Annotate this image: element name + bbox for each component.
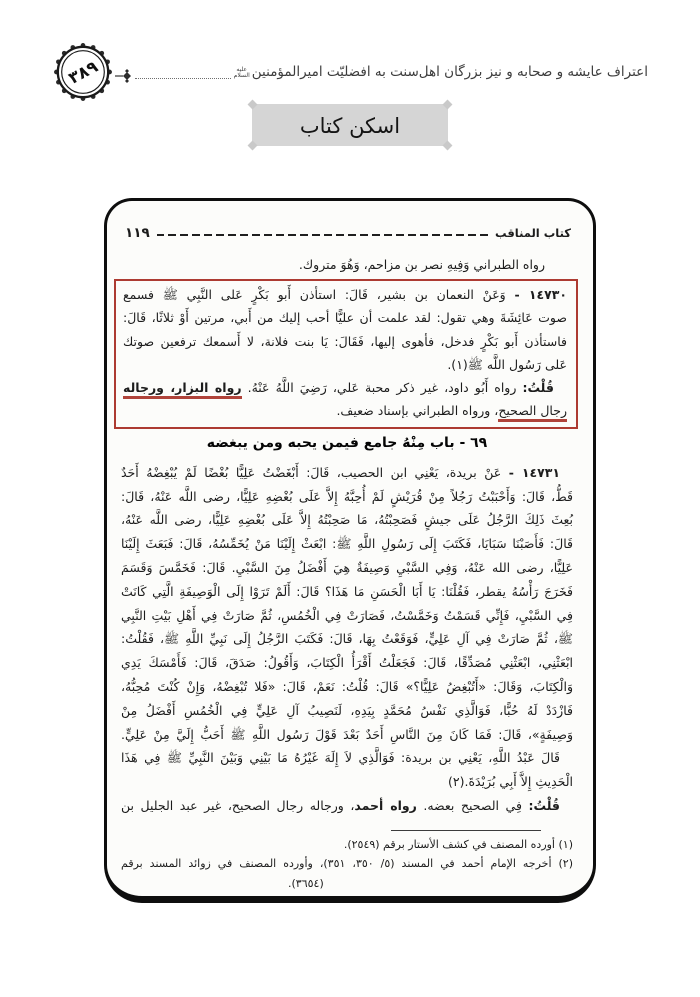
bold-source-text: رواه أحمد — [354, 797, 417, 813]
scan-text-line: فَخَرَجَ رَأْسُهُ يقطر، فَقُلْنَا: يَا أَبَا الْحَسَنِ مَا هَذَا؟ قَالَ: أَلَمْ تَرَوْا إِلَى الْوَصِيفَةِ الَّتِي كَانَتْ — [121, 583, 573, 599]
book-title: كتاب المناقب — [495, 226, 571, 240]
page-title-text: اعتراف عايشه و صحابه و نيز بزرگان اهل‌سنت به افضليّت اميرالمؤمنين — [251, 64, 648, 80]
scan-text-line: قَالَ: فَأَصَبْنَا سَبَايَا، فَكَتَبَ إِلَى رَسُولِ اللَّهِ ﷺ: ابْعَثْ إِلَيْنَا مَنْ يُخَمِّسُهُ، قَالَ: فَبَعَثَ إِلَيْنَا — [121, 536, 573, 552]
scan-text-line: قَالَ عَبْدُ اللَّهِ، يَعْنِي بن بريدة: فَوَالَّذِي لاَ إِلَهَ غَيْرُهُ مَا بَيْنِي وَبَيْنَ النَّبِيِّ ﷺ فِي هَذَا — [121, 750, 560, 766]
book-page-number: ١١٩ — [125, 225, 150, 241]
corner-tick-icon — [443, 141, 453, 151]
scan-label-text: اسكن كتاب — [299, 114, 401, 138]
scan-text-line: فِي السَّبْيِ، فَإِنِّي قَسَمْتُ وَخَمَّسْتُ، فَصَارَتْ فِي الْخُمُسِ، ثُمَّ صَارَتْ فِي أَهْلِ بَيْتِ النَّبِي — [121, 607, 573, 623]
page-number: ٣٨٩ — [65, 56, 101, 88]
footnote-line: (١) أورده المصنف في كشف الأستار برقم (٢٥٤٩). — [343, 837, 573, 851]
red-highlight-box — [114, 279, 578, 429]
scan-text-line: قُلْتُ: فِي الصحيح بعضه. رواه أحمد، ورجاله رجال الصحيح، غير عبد الجليل بن — [121, 797, 560, 813]
scan-text-line: قَطُّ، قَالَ: وَأَحْبَبْتُ رَجُلاً مِنْ قُرَيْشٍ لَمْ أُحِبَّهُ إِلاَّ عَلَى بُغْضِهِ عَلِيًّا، رضى اللَّه عَنْهُ، قَالَ: — [121, 488, 573, 504]
scan-text-line: الْحَدِيثِ إِلاَّ أَبِي بُرَيْدَةَ.(٢) — [448, 774, 573, 790]
scan-text-line: عَلِيًّا، رضى الله عَنْهُ، وَفِي السَّبْيِ وَصِيفَةٌ هِيَ أَفْضَلُ مِنَ السَّبْيِ. قَالَ: فَخَمَّسَ وَقَسَمَ — [121, 559, 573, 575]
red-underlined-text: رجال الصحيح — [498, 403, 567, 422]
footnote-line: (٢) أخرجه الإمام أحمد في المسند (٥/ ٣٥٠، ٣٥١)، وأورده المصنف في زوائد المسند برقم — [121, 857, 574, 871]
scan-text-line: وَصِيفَةٍ»، قَالَ: فَمَا كَانَ مِنَ النَّاسِ أَحَدٌ بَعْدَ قَوْلَ رَسُول اللَّهِ ﷺ أَحَبُّ إِلَيَّ مِنْ عَلِيٍّ. — [121, 726, 573, 742]
qultu-prefix: قُلْتُ: — [522, 380, 554, 396]
chapter-heading: ٦٩ - باب مِنْهُ جامع فيمن يحبه ومن يبغضه — [206, 434, 488, 451]
page-title — [234, 64, 648, 80]
scan-text-line: وَالْكِتَابَ، وَقَالَ: «أَتُبْغِضُ عَلِيًّا؟» قَالَ: قُلْتُ: نَعَمْ، قَالَ: «فَلا تُبْغِضْهُ، وَإِنْ كُنْتَ مُحِبُّهُ، — [121, 678, 573, 694]
scan-text-line: رجال الصحيح، ورواه الطبراني بإسناد ضعيف. — [123, 399, 567, 422]
leaf-ornament-icon — [114, 68, 132, 84]
page-number-medallion — [52, 41, 114, 103]
footnote-line: (٣٦٥٤). — [288, 876, 324, 890]
red-underlined-text: رواه البزار، ورجاله — [123, 380, 242, 399]
scan-text-line: ١٤٧٣٠ - وَعَنْ النعمان بن بشير، قَالَ: استأذن أَبو بَكْرٍ عَلى النَّبِي ﷺ فسمع — [123, 287, 567, 302]
hadith-number: ١٤٧٣٠ - — [514, 287, 567, 302]
scan-text-line: ١٤٧٣١ - عَنْ بريدة، يَعْنِي ابن الحصيب، قَالَ: أَبْغَضْتُ عَلِيًّا بُغْضًا لَمْ يُبْغِضْهُ أَحَدٌ — [121, 464, 560, 480]
footnote-separator — [391, 830, 541, 831]
scan-text-line: بُعِثَ ذَلِكَ الرَّجُلُ عَلَى جيشٍ فَصَحِبْتُهُ، مَا صَحِبْتُهُ إِلاَّ عَلَى بُغْضِهِ عَلِيًّا، رضى اللَّه عَنْهُ، — [121, 512, 573, 528]
hadith-number: ١٤٧٣١ - — [508, 464, 560, 480]
qultu-prefix: قُلْتُ: — [528, 797, 560, 813]
scan-text-line: قُلْتُ: رواه أَبُو داود، غير ذكر محبة عَلي، رَضِيَ اللَّهُ عَنْهُ. رواه البزار، ورجاله — [123, 376, 567, 399]
hadith-body — [121, 461, 573, 818]
dotted-leader-line — [135, 78, 231, 79]
scan-label-box — [252, 104, 448, 146]
footnotes — [121, 835, 573, 894]
scan-text-line: فَازْدَدْ لَهُ حُبًّا، فَوَالَّذِي نَفْسُ مُحَمَّدٍ بِيَدِهِ، لَنَصِيبُ آلِ عَلِيٍّ فِي الْخُمُسِ أَفْضَلُ مِنْ — [121, 702, 573, 718]
book-page-header — [125, 225, 571, 241]
alayhi-salam-honorific: عليه السلام — [233, 65, 250, 79]
corner-tick-icon — [248, 141, 258, 151]
scan-text-line: عَلى رَسُول اللَّه ﷺ(١). — [447, 356, 567, 372]
scan-text-line: رواه الطبراني وَفِيهِ نصر بن مزاحم، وَهُوَ متروك. — [298, 257, 545, 272]
scan-text-line: ﷺ، ثُمَّ صَارَتْ فِي آلِ عَلِيٍّ، فَوَقَعْتُ بِهَا، قَالَ: فَكَتَبَ الرَّجُلُ إِلَى نَبِيِّ اللَّهِ ﷺ، فَقُلْتُ: — [121, 631, 573, 647]
scanned-book-page — [104, 198, 596, 903]
running-header — [52, 40, 648, 104]
dashed-rule — [157, 234, 488, 236]
scan-text-line: فاستأذن أَبو بَكْرٍ فدخل، فأهوى إليها، فَقَالَ: يَا بنت فلانة، لا أَسمعك ترفعين صوتك — [123, 333, 567, 349]
scan-text-line: صوت عَائِشَةَ وهي تقول: لقد علمت أن عليًّا أحب إليك من أَبي، مرتين أَوْ ثلاثًا، قَالَ: — [123, 310, 567, 326]
scan-text-line: ابْعَثْنِي، ابْعَثْنِي مُصَدِّقًا، قَالَ: فَجَعَلْتُ أَقْرَأُ الْكِتَابَ، وَأَقُولُ: صَدَقَ، قَالَ: فَأَمْسَكَ يَدِي — [121, 655, 573, 671]
